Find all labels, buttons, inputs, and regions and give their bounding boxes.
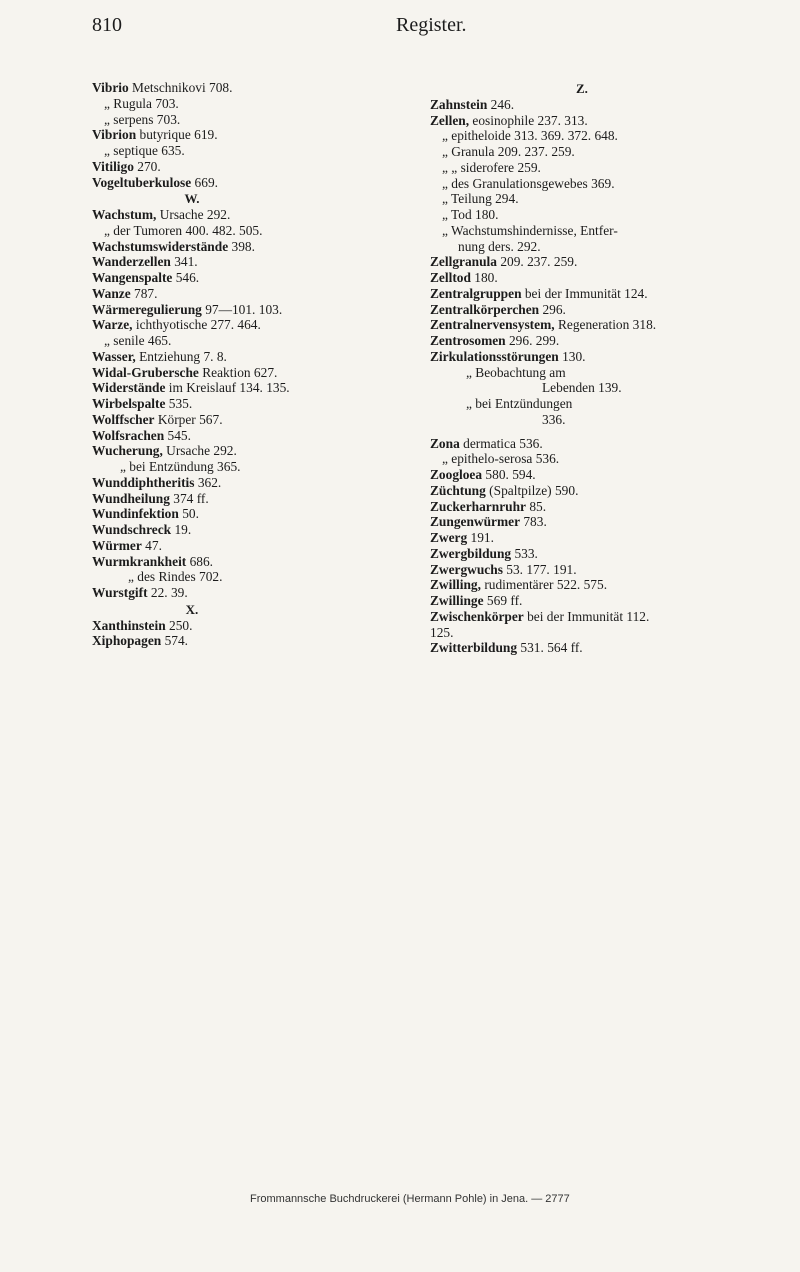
index-references: 50. — [178, 506, 199, 522]
index-references: Metschnikovi 708. — [128, 80, 233, 95]
index-term: Zwergbildung — [430, 545, 512, 561]
index-references: „ der Tumoren 400. 482. 505. — [104, 222, 263, 238]
index-term: Wärmeregulierung — [92, 301, 202, 317]
index-references: Reaktion 627. — [198, 364, 278, 380]
index-entry — [430, 514, 722, 530]
index-references: bei der Immunität 112. — [523, 608, 650, 624]
section-letter: Z. — [576, 81, 588, 96]
index-entry — [430, 530, 722, 546]
index-term: Zungenwürmer — [430, 514, 521, 530]
index-references: „ epithelo-serosa 536. — [442, 451, 560, 467]
index-term: Wundschreck — [92, 522, 172, 537]
index-references: 296. 299. — [505, 333, 560, 348]
index-term: Vitiligo — [92, 158, 134, 174]
index-entry — [92, 538, 420, 554]
index-references: 296. — [539, 301, 566, 317]
index-term: Wasser, — [92, 348, 136, 364]
index-entry — [430, 191, 722, 207]
index-entry — [92, 112, 420, 128]
index-entry — [92, 286, 420, 302]
index-entry — [430, 333, 722, 349]
index-term: Zwergwuchs — [430, 561, 503, 577]
index-references: 22. 39. — [147, 585, 188, 600]
index-entry — [430, 365, 722, 381]
index-references: dermatica 536. — [459, 435, 543, 451]
index-entry — [430, 176, 722, 192]
index-entry — [92, 333, 420, 349]
index-term: Xanthinstein — [92, 617, 166, 633]
index-references: 19. — [171, 522, 192, 537]
index-term: Zoogloea — [430, 467, 483, 482]
index-entry — [92, 475, 420, 491]
index-references: „ Wachstumshindernisse, Entfer- — [442, 222, 618, 238]
index-entry — [430, 625, 722, 641]
index-entry — [430, 412, 722, 428]
index-entry — [430, 349, 722, 365]
index-references: 209. 237. 259. — [496, 254, 578, 270]
index-entry — [92, 506, 420, 522]
index-term: Zirkulationsstörungen — [430, 348, 559, 364]
index-term: Zwillinge — [430, 593, 484, 608]
index-references: 686. — [186, 553, 214, 569]
index-term: Wucherung, — [92, 443, 163, 459]
index-references: „ epitheloide 313. 369. 372. 648. — [442, 128, 618, 144]
index-entry — [92, 380, 420, 396]
index-column-left — [92, 80, 420, 649]
index-entry — [430, 593, 722, 609]
index-term: Wundheilung — [92, 490, 170, 506]
index-entry — [430, 562, 722, 578]
index-references: 250. — [165, 617, 193, 633]
index-references: rudimentärer 522. 575. — [480, 577, 608, 593]
index-entry — [430, 577, 722, 593]
index-references: 531. 564 ff. — [517, 640, 583, 656]
index-entry — [430, 207, 722, 223]
index-entry — [92, 175, 420, 191]
index-term: Vibrio — [92, 80, 129, 95]
index-references: 362. — [194, 474, 222, 490]
index-term: Wanderzellen — [92, 254, 171, 270]
index-references: eosinophile 237. 313. — [469, 112, 588, 128]
index-references: 130. — [558, 348, 586, 364]
index-entry — [430, 317, 722, 333]
index-references: 125. — [430, 624, 454, 640]
index-references: Lebenden 139. — [542, 380, 622, 396]
index-entry — [92, 317, 420, 333]
index-entry — [430, 546, 722, 562]
index-entry — [430, 396, 722, 412]
index-term: Wolffscher — [92, 411, 155, 427]
index-entry — [430, 302, 722, 318]
index-references: 569 ff. — [483, 593, 523, 608]
index-references: (Spaltpilze) 590. — [485, 482, 579, 498]
index-term: Zuckerharnruhr — [430, 498, 526, 514]
index-term: Zelltod — [430, 270, 471, 285]
index-entry — [430, 609, 722, 625]
index-references: 97—101. 103. — [201, 301, 283, 317]
index-term: Wirbelspalte — [92, 396, 166, 411]
index-entry — [430, 144, 722, 160]
index-term: Wachstum, — [92, 207, 157, 222]
index-references: „ bei Entzündung 365. — [120, 459, 241, 474]
index-entry — [430, 128, 722, 144]
index-references: 374 ff. — [169, 490, 209, 506]
index-entry — [92, 207, 420, 223]
index-references: Ursache 292. — [162, 443, 237, 459]
index-term: Wundinfektion — [92, 506, 179, 522]
index-entry — [430, 380, 722, 396]
index-entry — [430, 286, 722, 302]
index-references: im Kreislauf 134. 135. — [165, 380, 290, 396]
index-references: 47. — [141, 537, 162, 553]
index-entry — [92, 349, 420, 365]
section-letter: X. — [185, 601, 199, 617]
index-references: Körper 567. — [154, 411, 223, 427]
index-term: Wurmkrankheit — [92, 553, 187, 569]
index-references: „ Granula 209. 237. 259. — [442, 144, 575, 159]
index-entry — [92, 223, 420, 239]
index-references: „ des Rindes 702. — [128, 569, 223, 585]
index-references: 546. — [172, 270, 200, 285]
index-term: Widal-Grubersche — [92, 364, 199, 380]
index-entry — [430, 467, 722, 483]
index-term: Zentralkörperchen — [430, 301, 540, 317]
index-term: Wachstumswiderstände — [92, 238, 229, 254]
index-term: Wanze — [92, 285, 131, 301]
index-entry — [92, 633, 420, 649]
index-references: „ bei Entzündungen — [466, 396, 573, 411]
index-references: 533. — [511, 545, 538, 561]
index-references: Entziehung 7. 8. — [135, 348, 227, 364]
index-entry — [92, 270, 420, 286]
index-references: 545. — [164, 427, 191, 443]
index-references: 669. — [191, 174, 218, 190]
index-term: Zellen, — [430, 112, 470, 128]
index-references: butyrique 619. — [136, 127, 218, 143]
index-references: 180. — [470, 270, 498, 285]
index-entry — [92, 96, 420, 112]
index-entry — [92, 585, 420, 601]
index-entry — [430, 270, 722, 286]
index-term: Züchtung — [430, 482, 486, 498]
index-term: Zwitterbildung — [430, 640, 518, 656]
index-term: Zahnstein — [430, 96, 488, 112]
index-column-right — [430, 80, 722, 656]
index-entry — [92, 428, 420, 444]
index-references: „ „ siderofere 259. — [442, 159, 541, 175]
index-references: bei der Immunität 124. — [521, 285, 648, 301]
index-references: „ septique 635. — [104, 143, 185, 158]
index-references: „ Teilung 294. — [442, 191, 519, 207]
index-references: 336. — [542, 411, 566, 427]
index-references: „ des Granulationsgewebes 369. — [442, 175, 615, 191]
index-term: Xiphopagen — [92, 633, 162, 649]
printer-imprint: Frommannsche Buchdruckerei (Hermann Pohle) in Jena. — 2777 — [250, 1193, 570, 1205]
index-entry — [92, 569, 420, 585]
index-entry — [92, 239, 420, 255]
index-term: Zellgranula — [430, 254, 497, 270]
index-references: Regeneration 318. — [554, 317, 657, 333]
index-references: 191. — [467, 530, 494, 545]
index-term: Zentrosomen — [430, 333, 506, 348]
index-term: Warze, — [92, 317, 133, 333]
index-term: Zwischenkörper — [430, 608, 524, 624]
index-references: „ senile 465. — [104, 333, 172, 348]
index-term: Zwerg — [430, 530, 468, 545]
index-references: Ursache 292. — [156, 207, 231, 222]
index-references: 574. — [161, 633, 188, 649]
index-term: Zentralgruppen — [430, 285, 522, 301]
index-references: 246. — [487, 96, 515, 112]
index-entry — [430, 451, 722, 467]
index-references: 53. 177. 191. — [502, 561, 577, 577]
index-references: 535. — [165, 396, 193, 411]
index-references: nung ders. 292. — [458, 238, 541, 254]
index-entry — [430, 436, 722, 452]
index-entry — [430, 483, 722, 499]
index-references: 341. — [170, 254, 198, 270]
index-references: „ Rugula 703. — [104, 95, 179, 111]
index-entry — [92, 302, 420, 318]
index-entry — [430, 113, 722, 129]
index-term: Widerstände — [92, 380, 166, 396]
index-references: 787. — [130, 285, 158, 301]
index-entry — [92, 412, 420, 428]
index-term: Wurstgift — [92, 585, 148, 600]
index-entry — [92, 127, 420, 143]
index-term: Zona — [430, 435, 460, 451]
index-references: „ Tod 180. — [442, 207, 499, 222]
index-references: „ serpens 703. — [104, 111, 181, 127]
index-entry — [430, 239, 722, 255]
index-term: Wolfsrachen — [92, 427, 165, 443]
index-references: 580. 594. — [482, 467, 536, 482]
index-entry — [92, 254, 420, 270]
index-entry — [430, 499, 722, 515]
index-term: Zentralnervensystem, — [430, 317, 555, 333]
index-references: 85. — [525, 498, 547, 514]
index-term: Vogeltuberkulose — [92, 174, 192, 190]
index-references: „ Beobachtung am — [466, 364, 566, 380]
index-references: 398. — [228, 238, 255, 254]
index-references: ichthyotische 277. 464. — [132, 317, 261, 333]
index-entry — [92, 396, 420, 412]
index-entry — [92, 522, 420, 538]
index-term: Zwilling, — [430, 577, 481, 593]
page-number: 810 — [92, 14, 122, 36]
index-term: Wunddiphtheritis — [92, 474, 195, 490]
index-entry — [430, 640, 722, 656]
running-head: Register. — [396, 14, 467, 36]
index-entry — [92, 443, 420, 459]
index-term: Würmer — [92, 537, 142, 553]
index-entry — [430, 97, 722, 113]
index-references: 783. — [520, 514, 547, 530]
index-entry — [92, 618, 420, 634]
index-entry — [430, 223, 722, 239]
index-entry — [92, 491, 420, 507]
section-letter: W. — [184, 191, 200, 207]
index-entry — [92, 159, 420, 175]
index-entry — [92, 554, 420, 570]
index-entry — [430, 254, 722, 270]
index-term: Vibrion — [92, 127, 137, 143]
index-entry — [430, 160, 722, 176]
index-entry — [92, 365, 420, 381]
index-entry — [92, 143, 420, 159]
index-entry — [92, 459, 420, 475]
index-references: 270. — [133, 158, 161, 174]
index-entry — [92, 80, 420, 96]
index-term: Wangenspalte — [92, 270, 173, 285]
